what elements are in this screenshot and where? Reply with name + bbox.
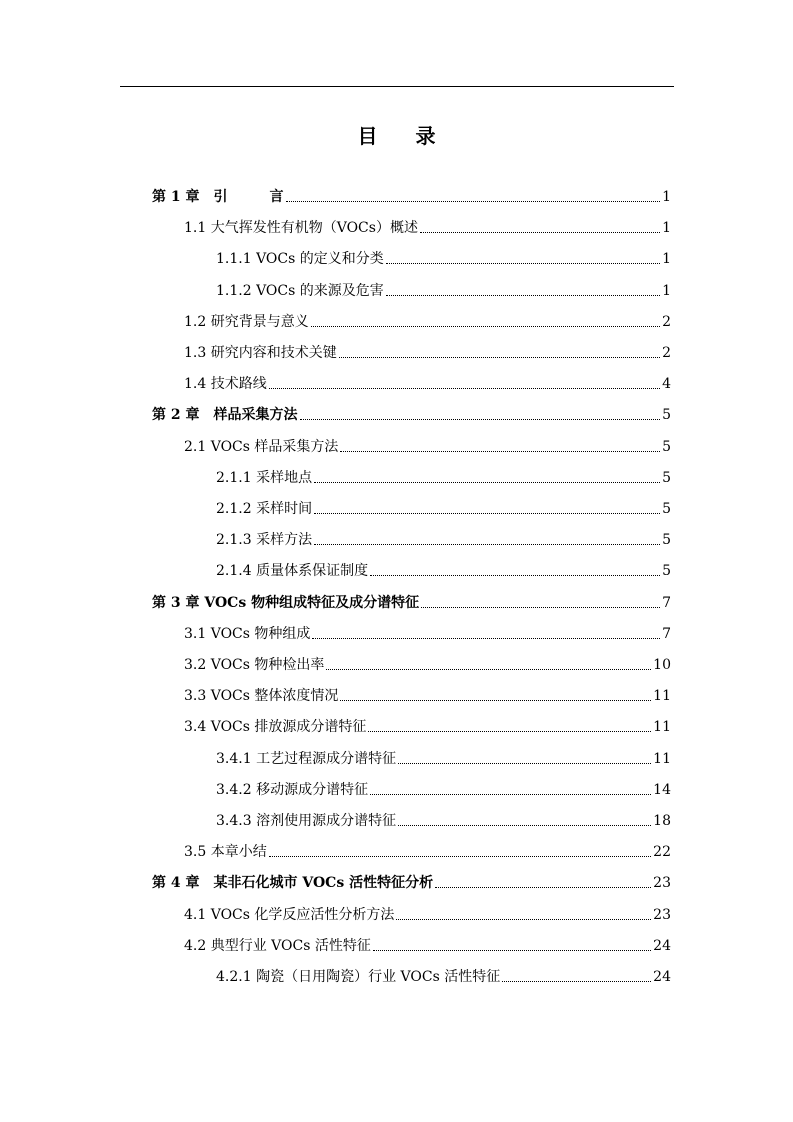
toc-entry-page-number: 2 [662, 313, 671, 330]
dot-leader [340, 700, 651, 701]
dot-leader [269, 388, 660, 389]
toc-entry-page-number: 5 [662, 501, 671, 517]
toc-entry-page-number: 11 [653, 719, 671, 736]
toc-entry[interactable] [184, 434, 671, 456]
toc-entry-label: 3.4 VOCs 排放源成分谱特征 [184, 719, 367, 736]
dot-leader [373, 950, 651, 951]
toc-entry[interactable] [216, 964, 671, 986]
toc-entry-page-number: 24 [653, 969, 671, 985]
toc-entry-page-number: 23 [653, 906, 671, 923]
dot-leader [269, 856, 651, 857]
dot-leader [502, 981, 651, 982]
toc-entry[interactable] [216, 558, 671, 580]
toc-entry-page-number: 10 [653, 657, 671, 673]
toc-entry-page-number: 22 [653, 844, 671, 861]
toc-entry-label: 1.2 研究背景与意义 [184, 313, 309, 330]
dot-leader [398, 825, 651, 826]
dot-leader [314, 482, 660, 483]
toc-entry-label: 3.1 VOCs 物种组成 [184, 625, 311, 642]
toc-entry-label: 第 2 章 样品采集方法 [152, 407, 298, 424]
toc-entry-page-number: 4 [662, 376, 671, 393]
dot-leader [314, 513, 660, 514]
dot-leader [326, 669, 651, 670]
toc-entry-page-number: 18 [653, 813, 671, 829]
toc-entry[interactable] [152, 590, 671, 612]
toc-entry-page-number: 11 [653, 688, 671, 705]
dot-leader [386, 263, 660, 264]
toc-entry[interactable] [152, 870, 671, 892]
dot-leader [368, 731, 651, 732]
toc-entry[interactable] [216, 465, 671, 487]
header-rule [120, 86, 674, 87]
toc-entry-label: 1.4 技术路线 [184, 376, 267, 393]
toc-entry-label: 1.1.1 VOCs 的定义和分类 [216, 251, 384, 268]
toc-entry-label: 1.3 研究内容和技术关键 [184, 345, 337, 361]
dot-leader [286, 201, 661, 202]
dot-leader [398, 763, 651, 764]
toc-entry[interactable] [184, 683, 671, 705]
toc-entry-page-number: 1 [662, 251, 671, 268]
toc-entry-page-number: 1 [662, 282, 671, 299]
toc-entry-page-number: 5 [662, 407, 671, 424]
toc-entry-label: 4.2.1 陶瓷（日用陶瓷）行业 VOCs 活性特征 [216, 969, 501, 985]
toc-entry-page-number: 5 [662, 438, 671, 455]
toc-entry[interactable] [152, 184, 671, 206]
dot-leader [312, 638, 660, 639]
toc-entry-label: 4.1 VOCs 化学反应活性分析方法 [184, 906, 395, 923]
toc-entry[interactable] [184, 839, 671, 861]
page-title: 目录 [357, 124, 474, 148]
dot-leader [421, 607, 660, 608]
toc-entry-label: 1.1.2 VOCs 的来源及危害 [216, 282, 384, 299]
toc-entry-label: 1.1 大气挥发性有机物（VOCs）概述 [184, 220, 418, 237]
toc-entry[interactable] [184, 652, 671, 674]
toc-entry[interactable] [184, 933, 671, 955]
toc-entry-page-number: 1 [662, 189, 671, 205]
dot-leader [435, 887, 651, 888]
toc-entry-label: 3.4.2 移动源成分谱特征 [216, 781, 369, 798]
toc-entry-label: 2.1 VOCs 样品采集方法 [184, 438, 339, 455]
toc-entry-page-number: 7 [662, 594, 671, 611]
toc-entry[interactable] [184, 371, 671, 393]
toc-entry-page-number: 7 [662, 625, 671, 642]
toc-entry[interactable] [216, 278, 671, 300]
toc-entry[interactable] [216, 746, 671, 768]
dot-leader [386, 295, 660, 296]
dot-leader [339, 357, 660, 358]
dot-leader [340, 451, 660, 452]
toc-entry-label: 2.1.2 采样时间 [216, 501, 313, 517]
toc-entry-label: 第 1 章 引 言 [152, 189, 284, 205]
toc-entry[interactable] [184, 309, 671, 331]
toc-entry-label: 3.3 VOCs 整体浓度情况 [184, 688, 339, 705]
toc-entry-page-number: 5 [662, 532, 671, 549]
toc-entry-page-number: 11 [653, 750, 671, 767]
toc-entry-label: 3.2 VOCs 物种检出率 [184, 657, 325, 673]
dot-leader [314, 544, 660, 545]
toc-entry[interactable] [184, 902, 671, 924]
toc-entry-label: 3.5 本章小结 [184, 844, 267, 861]
dot-leader [300, 419, 661, 420]
toc-entry-page-number: 5 [662, 469, 671, 486]
toc-entry-label: 2.1.4 质量体系保证制度 [216, 563, 369, 580]
toc-entry-label: 第 3 章 VOCs 物种组成特征及成分谱特征 [152, 594, 420, 611]
toc-entry[interactable] [216, 496, 671, 518]
dot-leader [370, 794, 651, 795]
toc-entry-page-number: 1 [662, 220, 671, 237]
toc-entry[interactable] [216, 808, 671, 830]
toc-entry-label: 4.2 典型行业 VOCs 活性特征 [184, 937, 371, 954]
toc-entry-label: 2.1.3 采样方法 [216, 532, 313, 549]
toc-entry[interactable] [216, 777, 671, 799]
toc-entry-label: 3.4.1 工艺过程源成分谱特征 [216, 750, 397, 767]
toc-entry[interactable] [184, 714, 671, 736]
toc-entry-page-number: 2 [662, 345, 671, 361]
toc-entry[interactable] [216, 527, 671, 549]
dot-leader [370, 575, 660, 576]
dot-leader [396, 919, 651, 920]
toc-entry-label: 第 4 章 某非石化城市 VOCs 活性特征分析 [152, 875, 434, 892]
dot-leader [420, 232, 660, 233]
toc-entry-label: 2.1.1 采样地点 [216, 469, 313, 486]
toc-entry[interactable] [184, 215, 671, 237]
dot-leader [311, 326, 660, 327]
toc-entry-page-number: 5 [662, 563, 671, 580]
toc-entry[interactable] [152, 402, 671, 424]
toc-entry-label: 3.4.3 溶剂使用源成分谱特征 [216, 813, 397, 829]
toc-entry[interactable] [184, 340, 671, 362]
toc-entry-page-number: 23 [653, 875, 671, 892]
toc-entry[interactable] [184, 621, 671, 643]
toc-entry[interactable] [216, 246, 671, 268]
toc-entry-page-number: 14 [653, 781, 671, 798]
toc-entry-page-number: 24 [653, 937, 671, 954]
